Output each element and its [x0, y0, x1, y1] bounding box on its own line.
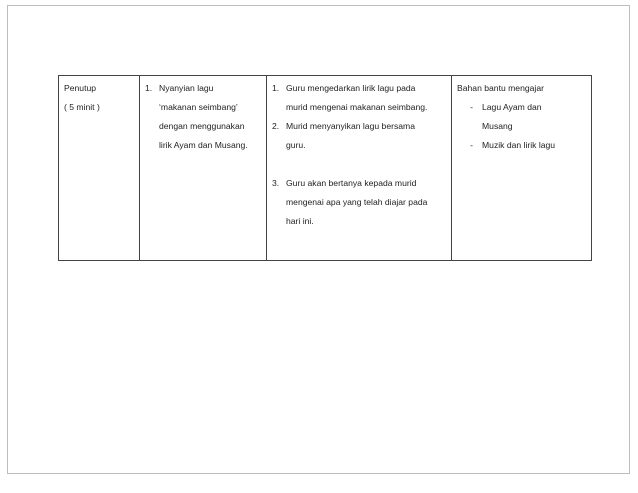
material-bullet: - — [470, 102, 473, 112]
stage-name: Penutup — [64, 83, 97, 93]
activity-item — [272, 117, 446, 155]
activity-line: guru. — [286, 140, 306, 150]
material-item — [457, 98, 586, 136]
stage-duration: ( 5 minit ) — [64, 102, 100, 112]
activity-line: murid mengenai makanan seimbang. — [286, 102, 428, 112]
activity-number: 3. — [272, 178, 280, 188]
activity-item — [272, 79, 446, 117]
material-line: Muzik dan lirik lagu — [482, 140, 556, 150]
activity-item — [272, 174, 446, 231]
material-bullet: - — [470, 140, 473, 150]
document-page — [7, 5, 630, 474]
content-item-line: ‘makanan seimbang’ — [159, 102, 238, 112]
content-item-number: 1. — [145, 83, 153, 93]
lesson-plan-table — [58, 75, 592, 261]
activities-cell — [267, 76, 452, 261]
content-item-line: Nyanyian lagu — [159, 83, 214, 93]
materials-heading: Bahan bantu mengajar — [457, 83, 544, 93]
material-line: Musang — [482, 121, 513, 131]
activity-number: 1. — [272, 83, 280, 93]
stage-cell — [59, 76, 140, 261]
content-cell — [140, 76, 267, 261]
materials-cell — [452, 76, 592, 261]
material-line: Lagu Ayam dan — [482, 102, 542, 112]
activity-number: 2. — [272, 121, 280, 131]
content-item — [145, 79, 261, 155]
activity-line: Murid menyanyikan lagu bersama — [286, 121, 415, 131]
content-item-line: dengan menggunakan — [159, 121, 245, 131]
activity-line: hari ini. — [286, 216, 314, 226]
content-item-line: lirik Ayam dan Musang. — [159, 140, 248, 150]
activity-line: Guru akan bertanya kepada murid — [286, 178, 417, 188]
activity-line: mengenai apa yang telah diajar pada — [286, 197, 428, 207]
material-item — [457, 136, 586, 155]
table-row — [59, 76, 592, 261]
spacer — [272, 155, 446, 174]
activity-line: Guru mengedarkan lirik lagu pada — [286, 83, 416, 93]
